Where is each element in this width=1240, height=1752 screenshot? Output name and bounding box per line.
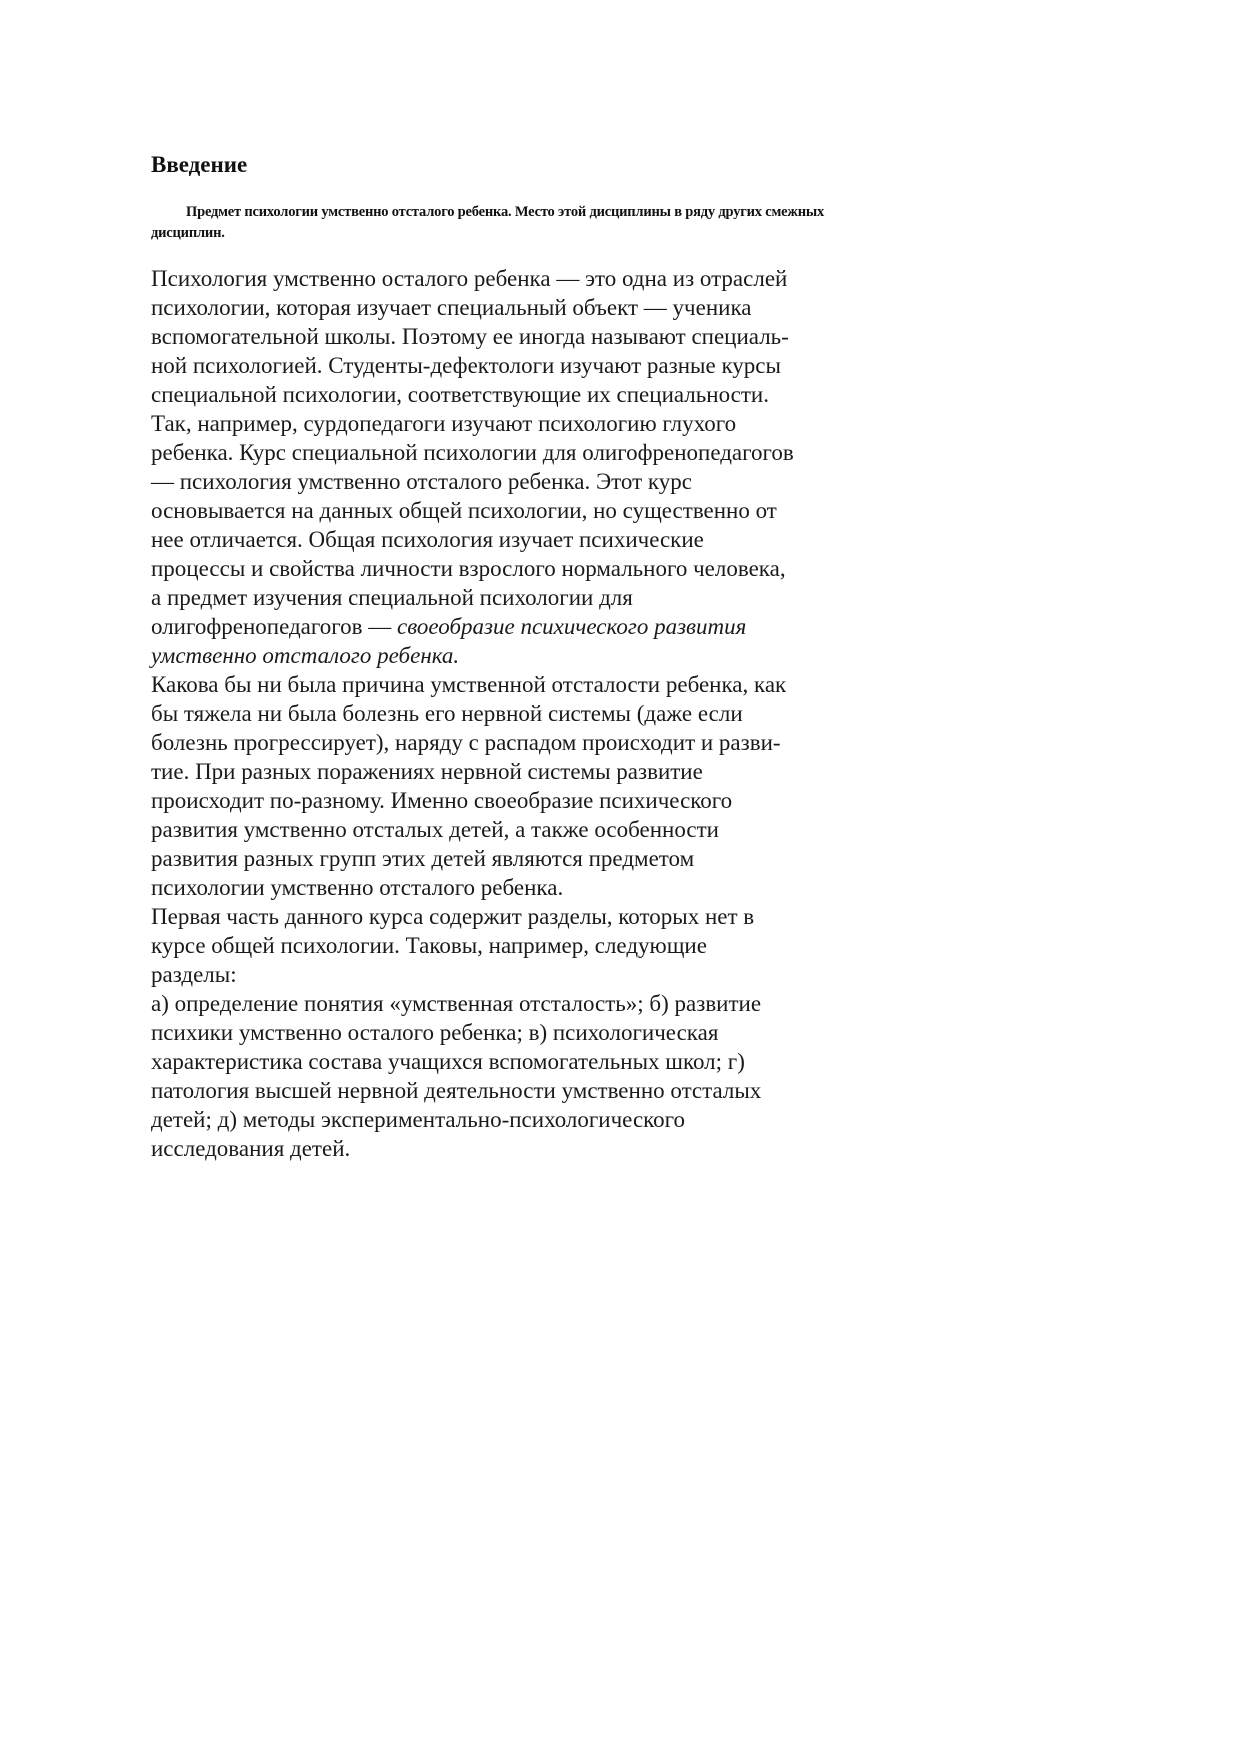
body-line [151,728,871,757]
body-line [151,554,871,583]
body-line-text: нее отличается. Общая психология изучает психические [151,527,704,552]
page-title: Введение [151,152,248,177]
body-line [151,670,871,699]
body-line-text: развития разных групп этих детей являются предметом [151,846,695,871]
body-line-text: психологии, которая изучает специальный объект — ученика [151,295,752,320]
body-line-text: ребенка. Курс специальной психологии для олигофренопедагогов [151,440,794,465]
body-line-text: вспомогательной школы. Поэтому ее иногда называют специаль- [151,324,789,349]
body-line [151,1018,871,1047]
body-line [151,264,871,293]
body-line-text: Первая часть данного курса содержит разделы, которых нет в [151,904,755,929]
body-line-text: исследования детей. [151,1136,351,1161]
body-line [151,989,871,1018]
body-line-emphasis: умственно отсталого ребенка. [151,643,460,668]
body-line-text: Психология умственно осталого ребенка — это одна из отраслей [151,266,788,291]
body-line [151,699,871,728]
body-line [151,931,871,960]
body-line [151,844,871,873]
body-line [151,438,871,467]
body-line [151,641,871,670]
body-line-emphasis: своеобразие психического развития [396,614,747,639]
body-line [151,409,871,438]
body-line [151,815,871,844]
body-line-text: бы тяжела ни была болезнь его нервной системы (даже если [151,701,743,726]
body-line-text: а) определение понятия «умственная отсталость»; б) развитие [151,991,762,1016]
body-line-text: детей; д) методы экспериментально-психологического [151,1107,686,1132]
body-line [151,525,871,554]
body-line [151,496,871,525]
body-line-text: специальной психологии, соответствующие их специальности. [151,382,769,407]
body-line-text: Так, например, сурдопедагоги изучают психологию глухого [151,411,737,436]
body-line-text: психики умственно осталого ребенка; в) психологическая [151,1020,719,1045]
body-line [151,467,871,496]
body-line-text: патология высшей нервной деятельности умственно отсталых [151,1078,762,1103]
body-line [151,1134,871,1163]
body-line [151,351,871,380]
body-line-text: разделы: [151,962,237,987]
body-line-text: а предмет изучения специальной психологии для [151,585,633,610]
body-line-text: Какова бы ни была причина умственной отсталости ребенка, как [151,672,787,697]
body-line [151,293,871,322]
body-line [151,1105,871,1134]
body-line [151,612,871,641]
body-line-text: олигофренопедагогов — [151,614,397,639]
body-line-text: основывается на данных общей психологии, но существенно от [151,498,777,523]
body-line-text: ной психологией. Студенты-дефектологи изучают разные курсы [151,353,781,378]
body-line [151,902,871,931]
body-line [151,1076,871,1105]
body-line [151,322,871,351]
body-line-text: болезнь прогрессирует), наряду с распадом происходит и разви- [151,730,781,755]
body-line-text: курсе общей психологии. Таковы, например, следующие [151,933,707,958]
body-line-text: психологии умственно отсталого ребенка. [151,875,564,900]
body-line [151,380,871,409]
body-line [151,873,871,902]
body-line [151,583,871,612]
body-line-text: характеристика состава учащихся вспомогательных школ; г) [151,1049,745,1074]
body-line [151,786,871,815]
body-line-text: процессы и свойства личности взрослого нормального человека, [151,556,786,581]
body-line-text: тие. При разных поражениях нервной системы развитие [151,759,703,784]
body-line [151,757,871,786]
body-line-text: происходит по-разному. Именно своеобразие психического [151,788,733,813]
body-text [151,264,871,1163]
body-line-text: — психология умственно отсталого ребенка. Этот курс [151,469,692,494]
body-line [151,1047,871,1076]
section-subtitle: Предмет психологии умственно отсталого ребенка. Место этой дисциплины в ряду других смежных дисциплин. [151,204,825,241]
body-line [151,960,871,989]
body-line-text: развития умственно отсталых детей, а также особенности [151,817,719,842]
